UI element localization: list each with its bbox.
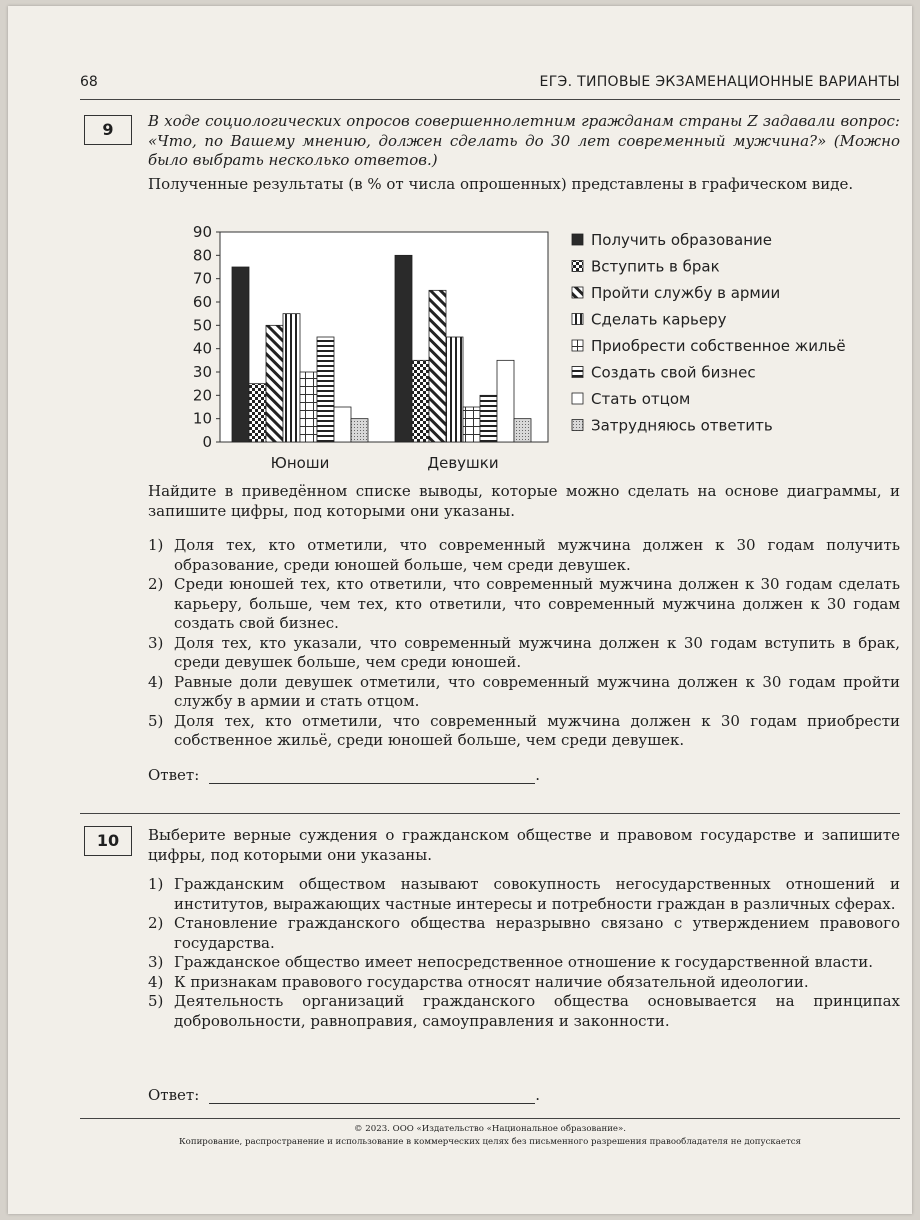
header-title: ЕГЭ. ТИПОВЫЕ ЭКЗАМЕНАЦИОННЫЕ ВАРИАНТЫ [539, 74, 900, 90]
y-tick-label: 30 [192, 363, 212, 381]
page-header [80, 74, 900, 96]
y-tick-label: 40 [192, 339, 212, 358]
list-item [148, 712, 900, 751]
legend-label: Затрудняюсь ответить [591, 416, 773, 435]
legend-label: Вступить в брак [591, 257, 720, 276]
x-category-label: Юноши [270, 454, 330, 472]
bar [249, 384, 266, 442]
bar [283, 314, 300, 442]
bar-chart [150, 220, 850, 478]
y-tick-label: 0 [202, 433, 212, 451]
option-text: Среди юношей тех, кто ответили, что современный мужчина должен к 30 годам сделать карьеру, больше, чем тех, кто ответили, что современный мужчина должен к 30 годам создать свой бизнес. [174, 575, 900, 632]
bar [317, 337, 334, 442]
bar [463, 407, 480, 442]
bar [514, 419, 531, 442]
option-text: Гражданское общество имеет непосредственное отношение к государственной власти. [174, 953, 873, 971]
list-item [148, 953, 900, 973]
option-number: 3) [148, 953, 164, 971]
bar [429, 290, 446, 442]
option-text: Доля тех, кто указали, что современный мужчина должен к 30 годам вступить в брак, среди девушек больше, чем среди юношей. [174, 633, 900, 671]
bar [412, 360, 429, 442]
legend-label: Приобрести собственное жильё [591, 337, 846, 355]
answer-end: . [535, 766, 541, 784]
answer-field[interactable] [209, 1087, 535, 1104]
y-tick-label: 50 [192, 316, 212, 335]
footer-copyright: © 2023. ООО «Издательство «Национальное образование». [353, 1124, 626, 1134]
task-separator [80, 813, 900, 814]
header-rule [80, 99, 900, 100]
legend-swatch [572, 314, 583, 325]
option-number: 2) [148, 914, 164, 932]
option-text: Гражданским обществом называют совокупность негосударственных отношений и институтов, выражающих частные интересы и потребности граждан в различных сферах. [174, 875, 900, 913]
option-number: 2) [148, 575, 164, 593]
bar [446, 337, 463, 442]
option-text: Равные доли девушек отметили, что современный мужчина должен к 30 годам пройти службу в армии и стать отцом. [174, 672, 900, 710]
y-tick-label: 60 [192, 293, 212, 311]
legend-swatch [572, 367, 583, 378]
legend-label: Создать свой бизнес [591, 363, 756, 382]
option-text: К признакам правового государства относят наличие обязательной идеологии. [174, 972, 809, 991]
task-9-number: 9 [84, 115, 132, 145]
x-category-label: Девушки [427, 454, 499, 472]
task-9-intro: В ходе социологических опросов совершеннолетним гражданам страны Z задавали вопрос: «Что, по Вашему мнению, должен сделать до 30 лет современный мужчина?» (Можно было выбрать несколько ответов.) [148, 112, 900, 169]
footer-notice: Копирование, распространение и использование в коммерческих целях без письменного разрешения правообладателя не допускается [179, 1137, 801, 1147]
page-footer [80, 1123, 900, 1149]
task-10-answer [148, 1086, 540, 1104]
bar [232, 267, 249, 442]
legend-label: Стать отцом [591, 390, 691, 408]
answer-field[interactable] [209, 767, 535, 784]
answer-label: Ответ: [148, 766, 200, 784]
list-item [148, 575, 900, 634]
footer-rule [80, 1118, 900, 1119]
list-item [148, 673, 900, 712]
list-item [148, 992, 900, 1031]
y-tick-label: 70 [192, 269, 212, 288]
list-item [148, 536, 900, 575]
bar [395, 255, 412, 442]
legend-label: Сделать карьеру [591, 310, 727, 329]
option-number: 4) [148, 972, 164, 991]
answer-end: . [535, 1086, 541, 1104]
legend-swatch [572, 420, 583, 431]
legend-swatch [572, 261, 583, 272]
bar [497, 360, 514, 442]
task-10-question: Выберите верные суждения о гражданском обществе и правовом государстве и запишите цифры, под которыми они указаны. [148, 826, 900, 864]
option-number: 5) [148, 992, 164, 1010]
legend-swatch [572, 234, 583, 245]
list-item [148, 634, 900, 673]
option-number: 3) [148, 633, 164, 652]
answer-label: Ответ: [148, 1086, 200, 1104]
task-9-question: Найдите в приведённом списке выводы, которые можно сделать на основе диаграммы, и запишите цифры, под которыми они указаны. [148, 482, 900, 520]
bar [351, 419, 368, 442]
legend-label: Получить образование [591, 231, 772, 249]
y-tick-label: 20 [192, 386, 212, 405]
bar [266, 325, 283, 442]
task-9-results-text: Полученные результаты (в % от числа опрошенных) представлены в графическом виде. [148, 175, 854, 193]
bar [480, 395, 497, 442]
option-number: 5) [148, 711, 164, 730]
option-number: 1) [148, 536, 164, 554]
option-text: Становление гражданского общества неразрывно связано с утверждением правового государства. [174, 914, 900, 952]
task-10-options [148, 875, 900, 1031]
legend-swatch [572, 287, 583, 298]
option-text: Доля тех, кто отметили, что современный мужчина должен к 30 годам приобрести собственное жильё, среди юношей больше, чем среди девушек. [174, 711, 900, 749]
bar [334, 407, 351, 442]
option-text: Доля тех, кто отметили, что современный мужчина должен к 30 годам получить образование, среди юношей больше, чем среди девушек. [174, 536, 900, 574]
y-tick-label: 10 [192, 409, 212, 428]
list-item [148, 875, 900, 914]
list-item [148, 914, 900, 953]
legend-swatch [572, 340, 583, 351]
option-number: 4) [148, 672, 164, 691]
legend-swatch [572, 393, 583, 404]
y-tick-label: 80 [192, 246, 212, 265]
bar [300, 372, 317, 442]
y-tick-label: 90 [192, 223, 212, 241]
task-10-number: 10 [84, 826, 132, 856]
page-number: 68 [80, 74, 98, 90]
option-number: 1) [148, 875, 164, 893]
legend-label: Пройти службу в армии [591, 284, 781, 302]
task-9-answer [148, 766, 540, 784]
option-text: Деятельность организаций гражданского общества основывается на принципах добровольности, равноправия, самоуправления и законности. [174, 992, 900, 1030]
task-9-options [148, 536, 900, 751]
list-item [148, 973, 900, 993]
